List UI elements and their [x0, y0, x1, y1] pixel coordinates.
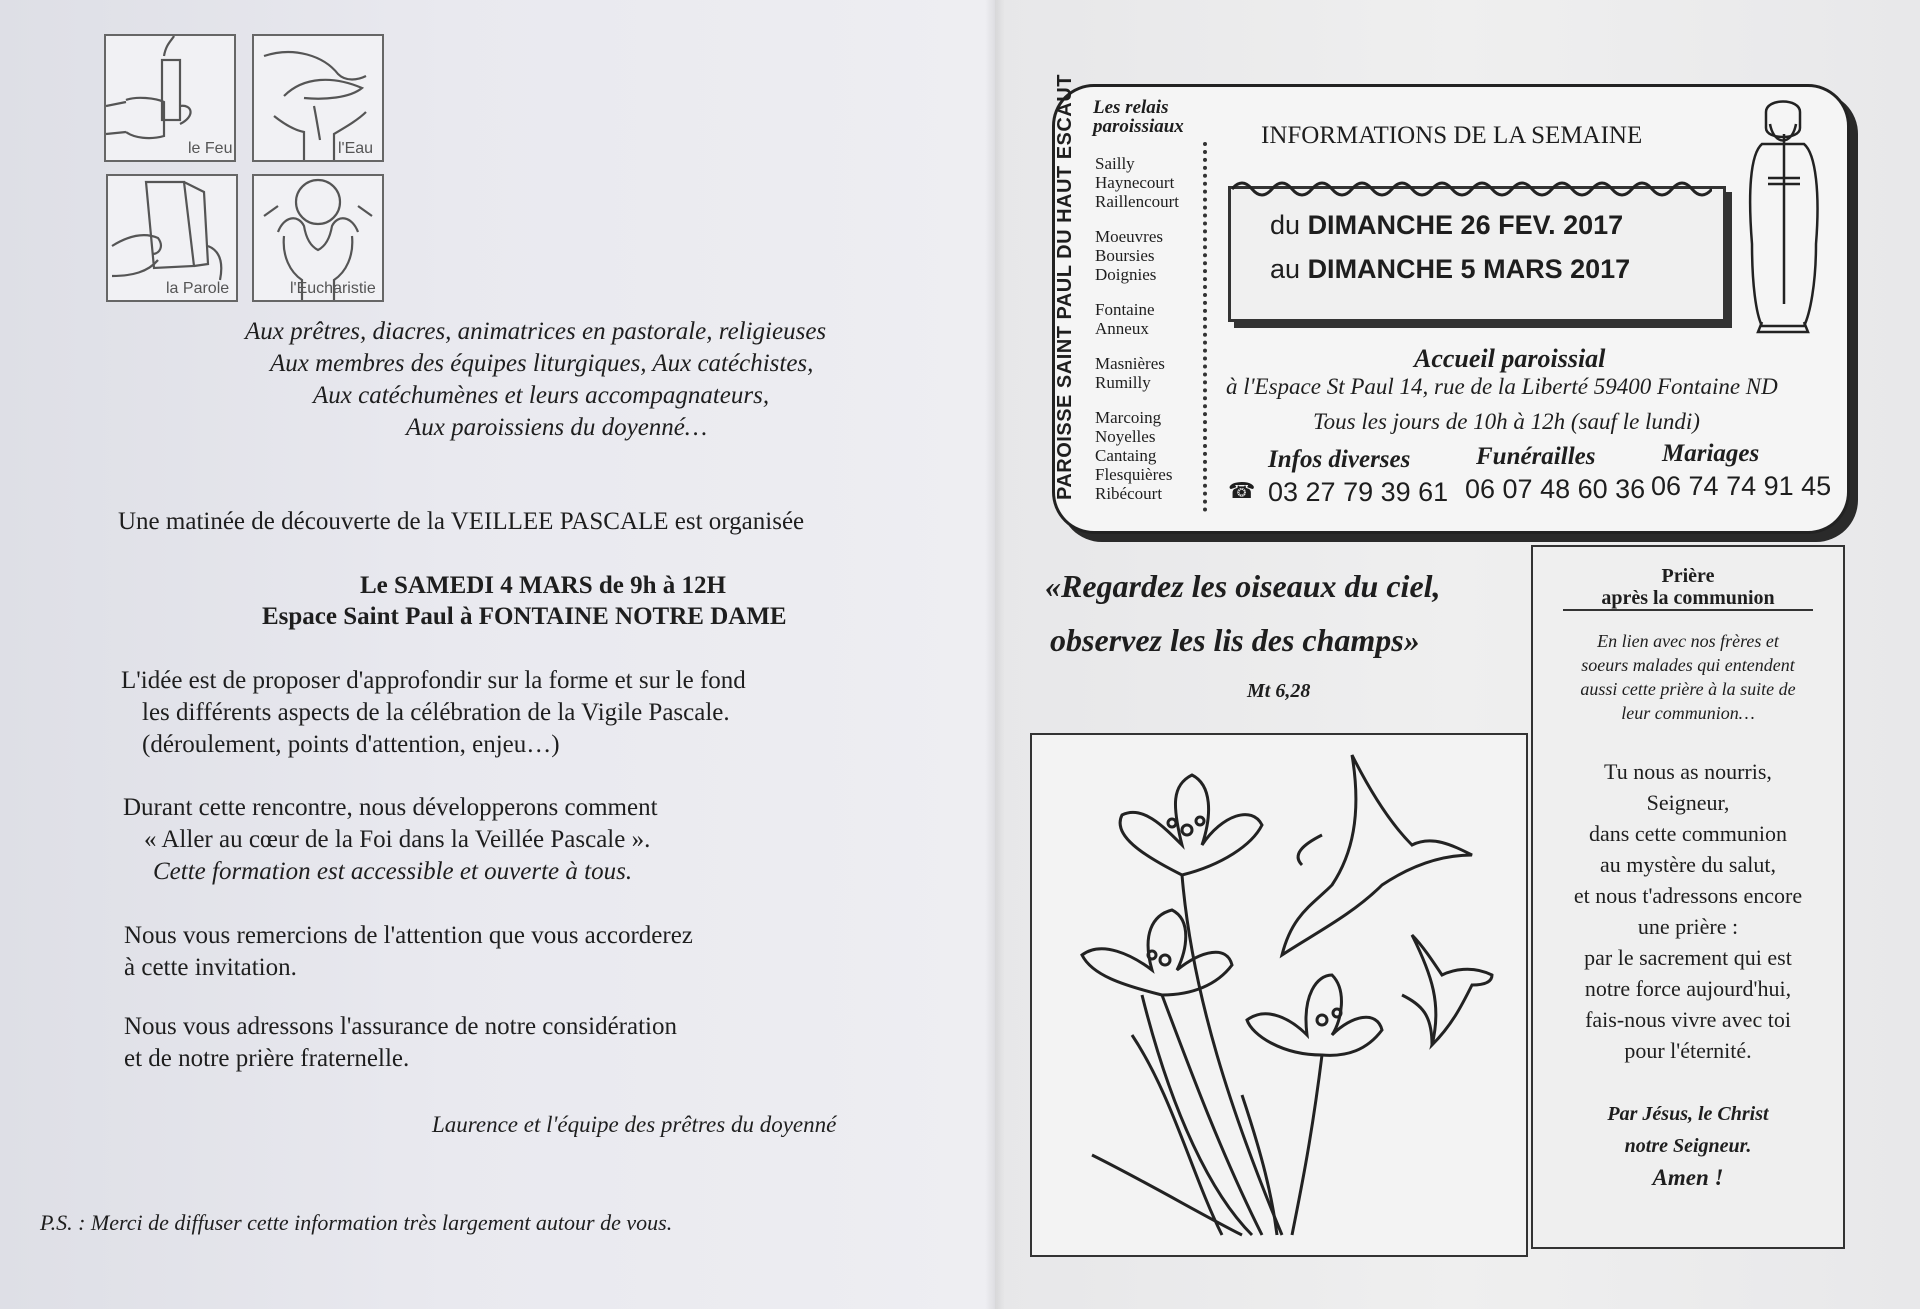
paragraph-line: (déroulement, points d'attention, enjeu…) [142, 731, 560, 758]
date-from-prefix: du [1270, 210, 1301, 240]
prayer-body-line: notre force aujourd'hui, [1584, 976, 1792, 1001]
date-to-value: DIMANCHE 5 MARS 2017 [1307, 254, 1631, 284]
contact-label: Mariages [1662, 440, 1760, 467]
relais-item: Boursies [1095, 246, 1155, 265]
prayer-closing-line: Par Jésus, le Christ [1607, 1103, 1769, 1125]
prayer-body-line: au mystère du salut, [1600, 852, 1776, 877]
prayer-amen: Amen ! [1652, 1165, 1724, 1190]
relais-title [1093, 98, 1184, 136]
prayer-intro-line: aussi cette prière à la suite de [1580, 679, 1796, 699]
prayer-box [1531, 545, 1845, 1249]
sacrament-icons [102, 32, 382, 300]
date-to [1270, 254, 1630, 285]
icon-label-eau: l'Eau [338, 140, 374, 157]
parish-name: PAROISSE SAINT PAUL DU HAUT ESCAUT [1054, 74, 1076, 500]
prayer-title: après la communion [1601, 587, 1775, 609]
relais-item: Haynecourt [1095, 173, 1175, 192]
relais-title-line: paroissiaux [1093, 116, 1184, 137]
icon-label-feu: le Feu [188, 140, 233, 157]
relais-item: Masnières [1095, 354, 1165, 373]
relais-item: Anneux [1095, 319, 1149, 338]
address-line: Aux catéchumènes et leurs accompagnateurs, [313, 382, 770, 409]
saint-paul-icon [1738, 94, 1828, 334]
paragraph-line: L'idée est de proposer d'approfondir sur la forme et sur le fond [121, 667, 746, 694]
prayer-intro-line: soeurs malades qui entendent [1581, 655, 1795, 675]
relais-item: Sailly [1095, 154, 1135, 173]
accueil-title: Accueil paroissial [1414, 344, 1606, 373]
contact-phone: 03 27 79 39 61 [1268, 477, 1449, 507]
relais-group [1095, 300, 1179, 338]
paragraph-line: Nous vous remercions de l'attention que vous accorderez [124, 922, 693, 949]
prayer-closing-line: notre Seigneur. [1624, 1135, 1752, 1157]
date-from-value: DIMANCHE 26 FEV. 2017 [1307, 210, 1624, 240]
accueil-hours: Tous les jours de 10h à 12h (sauf le lundi) [1313, 409, 1700, 434]
prayer-body-line: fais-nous vivre avec toi [1585, 1007, 1791, 1032]
paragraph-line: à cette invitation. [124, 954, 297, 981]
paragraph-line: Nous vous adressons l'assurance de notre considération [124, 1013, 677, 1040]
relais-item: Rumilly [1095, 373, 1151, 392]
address-line: Aux membres des équipes liturgiques, Aux catéchistes, [270, 350, 814, 377]
host-hands-icon [252, 174, 384, 302]
contact-label: Infos diverses [1268, 446, 1411, 473]
icon-label-eucharistie: l'Eucharistie [290, 280, 376, 297]
prayer-title-rule [1563, 609, 1813, 611]
relais-item: Moeuvres [1095, 227, 1163, 246]
paragraph-line: Cette formation est accessible et ouverte à tous. [153, 858, 633, 885]
phone-icon: ☎ [1228, 478, 1256, 503]
pouring-water-icon [252, 34, 384, 162]
quote-line: observez les lis des champs» [1050, 622, 1420, 658]
relais-item: Marcoing [1095, 408, 1162, 427]
date-to-prefix: au [1270, 254, 1301, 284]
relais-group [1095, 227, 1179, 284]
relais-group [1095, 408, 1179, 503]
paragraph-line: les différents aspects de la célébration de la Vigile Pascale. [142, 699, 730, 726]
contact-phone: 06 07 48 60 36 [1465, 474, 1646, 504]
prayer-body-line: une prière : [1637, 914, 1739, 939]
prayer-intro-line: En lien avec nos frères et [1597, 631, 1779, 651]
prayer-body-line: et nous t'adressons encore [1573, 883, 1803, 908]
quote-reference: Mt 6,28 [1247, 680, 1311, 702]
prayer-body-line: par le sacrement qui est [1584, 945, 1792, 970]
relais-item: Raillencourt [1095, 192, 1180, 211]
postscript: P.S. : Merci de diffuser cette information très largement autour de vous. [40, 1210, 673, 1235]
prayer-body-line: Tu nous as nourris, [1604, 759, 1772, 784]
prayer-body-line: pour l'éternité. [1624, 1038, 1752, 1063]
relais-group [1095, 354, 1179, 392]
event-place: Espace Saint Paul à FONTAINE NOTRE DAME [262, 603, 787, 630]
lilies-and-birds-illustration [1030, 733, 1528, 1257]
prayer-title: Prière [1661, 565, 1715, 587]
event-date: Le SAMEDI 4 MARS de 9h à 12H [360, 572, 726, 599]
prayer-intro-line: leur communion… [1621, 703, 1755, 723]
quote-line: «Regardez les oiseaux du ciel, [1045, 568, 1441, 604]
paragraph-line: « Aller au cœur de la Foi dans la Veillée Pascale ». [144, 826, 651, 853]
contact-label: Funérailles [1476, 443, 1596, 470]
prayer-body-line: Seigneur, [1646, 790, 1730, 815]
scroll-border-icon [1232, 180, 1712, 198]
info-title: INFORMATIONS DE LA SEMAINE [1261, 122, 1643, 149]
page-fold [985, 0, 1005, 1309]
contact-phone: 06 74 74 91 45 [1651, 471, 1832, 501]
candle-hand-icon [104, 34, 236, 162]
address-line: Aux prêtres, diacres, animatrices en pastorale, religieuses [245, 318, 827, 345]
prayer-body-line: dans cette communion [1589, 821, 1787, 846]
relais-item: Flesquières [1095, 465, 1173, 484]
paragraph-line: Durant cette rencontre, nous développerons comment [123, 794, 658, 821]
relais-title-line: Les relais [1093, 97, 1169, 118]
paragraph-line: et de notre prière fraternelle. [124, 1045, 410, 1072]
relais-item: Noyelles [1095, 427, 1156, 446]
relais-item: Fontaine [1095, 300, 1155, 319]
signature: Laurence et l'équipe des prêtres du doyenné [432, 1112, 837, 1137]
date-from [1270, 210, 1623, 241]
icon-label-parole: la Parole [166, 280, 230, 297]
address-line: Aux paroissiens du doyenné… [406, 414, 708, 441]
dotted-divider [1203, 142, 1207, 512]
book-hands-icon [106, 174, 238, 302]
intro-text: Une matinée de découverte de la VEILLEE PASCALE est organisée [118, 508, 805, 535]
relais-item: Cantaing [1095, 446, 1157, 465]
relais-item: Ribécourt [1095, 484, 1163, 503]
accueil-address: à l'Espace St Paul 14, rue de la Liberté 59400 Fontaine ND [1226, 374, 1778, 399]
relais-group [1095, 154, 1179, 211]
relais-list [1095, 154, 1179, 519]
relais-item: Doignies [1095, 265, 1157, 284]
lily-bird-drawing-icon [1032, 735, 1526, 1255]
